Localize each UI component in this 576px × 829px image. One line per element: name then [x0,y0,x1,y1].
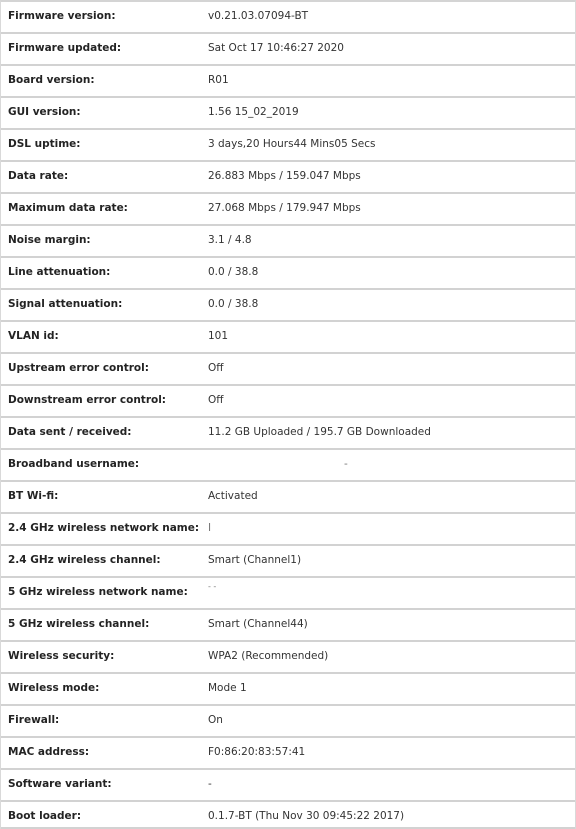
row-bt-wifi [1,482,575,514]
label-line-attenuation: Line attenuation: [8,266,111,278]
label-firmware-version: Firmware version: [8,10,116,22]
row-downstream-error-control [1,386,575,418]
label-mac-address: MAC address: [8,746,90,758]
value-vlan-id: 101 [208,330,229,342]
value-wireless-5-channel: Smart (Channel44) [208,618,308,630]
row-boot-loader [1,802,575,829]
label-firewall: Firewall: [8,714,60,726]
row-firmware-version [1,2,575,34]
row-wireless-5-channel [1,610,575,642]
value-bt-wifi: Activated [208,490,258,502]
label-downstream-error-control: Downstream error control: [8,394,167,406]
label-firmware-updated: Firmware updated: [8,42,122,54]
label-maximum-data-rate: Maximum data rate: [8,202,128,214]
value-noise-margin: 3.1 / 4.8 [208,234,252,246]
row-noise-margin [1,226,575,258]
value-wireless-5-network-name: - - [208,582,217,591]
value-line-attenuation: 0.0 / 38.8 [208,266,259,278]
row-line-attenuation [1,258,575,290]
label-board-version: Board version: [8,74,95,86]
value-firewall: On [208,714,223,726]
row-gui-version [1,98,575,130]
row-broadband-username [1,450,575,482]
label-wireless-24-channel: 2.4 GHz wireless channel: [8,554,161,566]
label-data-rate: Data rate: [8,170,69,182]
value-mac-address: F0:86:20:83:57:41 [208,746,306,758]
value-wireless-mode: Mode 1 [208,682,247,694]
label-boot-loader: Boot loader: [8,810,82,822]
row-wireless-5-network-name [1,578,575,610]
row-software-variant [1,770,575,802]
label-upstream-error-control: Upstream error control: [8,362,149,374]
label-wireless-5-channel: 5 GHz wireless channel: [8,618,150,630]
row-wireless-security [1,642,575,674]
row-data-rate [1,162,575,194]
row-data-sent-received [1,418,575,450]
row-signal-attenuation [1,290,575,322]
label-signal-attenuation: Signal attenuation: [8,298,123,310]
value-wireless-24-network-name: I [208,522,212,534]
value-dsl-uptime: 3 days,20 Hours44 Mins05 Secs [208,138,376,150]
value-gui-version: 1.56 15_02_2019 [208,106,299,118]
value-board-version: R01 [208,74,229,86]
row-firmware-updated [1,34,575,66]
value-upstream-error-control: Off [208,362,224,374]
row-wireless-24-network-name [1,514,575,546]
label-bt-wifi: BT Wi-fi: [8,490,59,502]
row-maximum-data-rate [1,194,575,226]
row-wireless-mode [1,674,575,706]
row-dsl-uptime [1,130,575,162]
row-wireless-24-channel [1,546,575,578]
value-maximum-data-rate: 27.068 Mbps / 179.947 Mbps [208,202,361,214]
value-boot-loader: 0.1.7-BT (Thu Nov 30 09:45:22 2017) [208,810,405,822]
value-data-sent-received: 11.2 GB Uploaded / 195.7 GB Downloaded [208,426,431,438]
label-broadband-username: Broadband username: [8,458,140,470]
value-wireless-security: WPA2 (Recommended) [208,650,329,662]
value-signal-attenuation: 0.0 / 38.8 [208,298,259,310]
label-noise-margin: Noise margin: [8,234,91,246]
label-gui-version: GUI version: [8,106,81,118]
label-wireless-5-network-name: 5 GHz wireless network name: [8,586,188,598]
label-wireless-24-network-name: 2.4 GHz wireless network name: [8,522,200,534]
row-upstream-error-control [1,354,575,386]
row-firewall [1,706,575,738]
row-vlan-id [1,322,575,354]
label-wireless-mode: Wireless mode: [8,682,100,694]
row-mac-address [1,738,575,770]
row-board-version [1,66,575,98]
value-firmware-updated: Sat Oct 17 10:46:27 2020 [208,42,344,54]
value-software-variant: - [208,778,212,790]
label-dsl-uptime: DSL uptime: [8,138,81,150]
value-firmware-version: v0.21.03.07094-BT [208,10,309,22]
label-data-sent-received: Data sent / received: [8,426,132,438]
label-wireless-security: Wireless security: [8,650,115,662]
value-downstream-error-control: Off [208,394,224,406]
value-wireless-24-channel: Smart (Channel1) [208,554,302,566]
value-data-rate: 26.883 Mbps / 159.047 Mbps [208,170,361,182]
label-vlan-id: VLAN id: [8,330,59,342]
label-software-variant: Software variant: [8,778,112,790]
value-broadband-username: - [344,458,348,470]
